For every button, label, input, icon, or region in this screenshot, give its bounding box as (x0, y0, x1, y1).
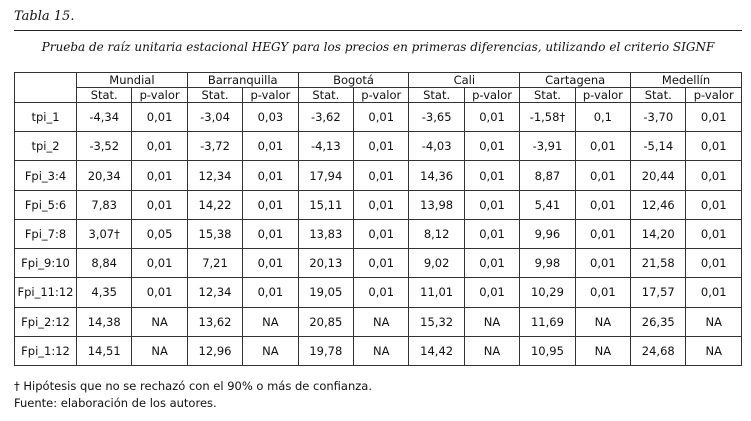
pvalue-cell: 0,01 (464, 190, 519, 219)
pvalue-cell: 0,01 (575, 219, 630, 248)
stat-cell: 15,38 (187, 219, 242, 248)
stat-cell: -3,62 (298, 103, 353, 132)
stat-cell: 14,38 (77, 307, 132, 336)
table-row (15, 219, 742, 248)
stat-cell: -5,14 (631, 132, 686, 161)
stat-cell: 17,94 (298, 161, 353, 190)
row-label: Fpi_1:12 (15, 336, 77, 365)
city-header: Bogotá (298, 73, 409, 88)
pvalue-cell: NA (354, 336, 409, 365)
pvalue-cell: 0,01 (464, 103, 519, 132)
pvalue-cell: 0,01 (354, 190, 409, 219)
stat-cell: 26,35 (631, 307, 686, 336)
stat-cell: 14,20 (631, 219, 686, 248)
pvalue-header: p-valor (575, 88, 630, 103)
stat-header: Stat. (298, 88, 353, 103)
city-header: Mundial (77, 73, 188, 88)
stat-cell: 14,22 (187, 190, 242, 219)
pvalue-cell: 0,01 (575, 190, 630, 219)
table-row (15, 103, 742, 132)
pvalue-cell: NA (243, 336, 298, 365)
table-row (15, 336, 742, 365)
stat-cell: 24,68 (631, 336, 686, 365)
pvalue-cell: 0,01 (243, 249, 298, 278)
table-row (15, 190, 742, 219)
row-label: Fpi_7:8 (15, 219, 77, 248)
stat-cell: 12,34 (187, 278, 242, 307)
stat-cell: -3,91 (520, 132, 575, 161)
stat-cell: 19,05 (298, 278, 353, 307)
pvalue-cell: 0,01 (243, 219, 298, 248)
pvalue-cell: NA (686, 336, 742, 365)
city-header: Medellín (631, 73, 742, 88)
pvalue-cell: 0,01 (686, 249, 742, 278)
pvalue-header: p-valor (354, 88, 409, 103)
city-header: Cartagena (520, 73, 631, 88)
pvalue-header: p-valor (464, 88, 519, 103)
table-label: Tabla 15. (14, 9, 75, 24)
stat-cell: 14,42 (409, 336, 464, 365)
pvalue-cell: NA (575, 336, 630, 365)
row-label: tpi_2 (15, 132, 77, 161)
city-header-row (15, 73, 742, 88)
stat-cell: 8,87 (520, 161, 575, 190)
stat-cell: 15,32 (409, 307, 464, 336)
footnote-dagger: † Hipótesis que no se rechazó con el 90% o más de confianza. (14, 379, 372, 393)
stat-cell: -4,34 (77, 103, 132, 132)
stat-cell: 13,98 (409, 190, 464, 219)
pvalue-cell: NA (575, 307, 630, 336)
pvalue-cell: 0,01 (464, 161, 519, 190)
stat-cell: 15,11 (298, 190, 353, 219)
pvalue-cell: 0,01 (132, 161, 187, 190)
stat-cell: 10,95 (520, 336, 575, 365)
stat-cell: 7,83 (77, 190, 132, 219)
stat-header: Stat. (187, 88, 242, 103)
stat-cell: 11,01 (409, 278, 464, 307)
pvalue-cell: 0,1 (575, 103, 630, 132)
stat-cell: 11,69 (520, 307, 575, 336)
pvalue-cell: 0,01 (575, 249, 630, 278)
stat-header-row (15, 88, 742, 103)
row-label: Fpi_11:12 (15, 278, 77, 307)
row-label: Fpi_3:4 (15, 161, 77, 190)
stat-header: Stat. (77, 88, 132, 103)
table-caption: Prueba de raíz unitaria estacional HEGY para los precios en primeras diferencias, utilizando el criterio SIGNF (41, 40, 715, 54)
pvalue-cell: 0,01 (132, 103, 187, 132)
pvalue-cell: 0,01 (686, 219, 742, 248)
table-row (15, 278, 742, 307)
hegy-results-table (14, 72, 742, 366)
table-row (15, 307, 742, 336)
city-header: Cali (409, 73, 520, 88)
stat-cell: 21,58 (631, 249, 686, 278)
stat-cell: -3,72 (187, 132, 242, 161)
pvalue-header: p-valor (132, 88, 187, 103)
table-row (15, 249, 742, 278)
stat-cell: -1,58† (520, 103, 575, 132)
stat-cell: 9,02 (409, 249, 464, 278)
stat-cell: -3,04 (187, 103, 242, 132)
row-label: Fpi_2:12 (15, 307, 77, 336)
pvalue-cell: 0,01 (243, 278, 298, 307)
pvalue-cell: 0,01 (243, 190, 298, 219)
pvalue-cell: 0,01 (464, 132, 519, 161)
pvalue-cell: 0,01 (243, 161, 298, 190)
stat-cell: 20,34 (77, 161, 132, 190)
pvalue-cell: 0,01 (686, 161, 742, 190)
pvalue-cell: NA (464, 336, 519, 365)
pvalue-cell: 0,01 (575, 278, 630, 307)
stat-cell: 10,29 (520, 278, 575, 307)
stat-cell: 7,21 (187, 249, 242, 278)
stat-cell: -3,65 (409, 103, 464, 132)
pvalue-cell: 0,05 (132, 219, 187, 248)
stat-cell: -4,03 (409, 132, 464, 161)
pvalue-cell: 0,01 (686, 103, 742, 132)
pvalue-cell: 0,01 (464, 219, 519, 248)
row-label: Fpi_5:6 (15, 190, 77, 219)
pvalue-cell: 0,01 (243, 132, 298, 161)
stat-cell: 20,44 (631, 161, 686, 190)
pvalue-header: p-valor (243, 88, 298, 103)
pvalue-cell: NA (464, 307, 519, 336)
pvalue-cell: 0,01 (132, 132, 187, 161)
pvalue-cell: NA (243, 307, 298, 336)
stat-cell: 19,78 (298, 336, 353, 365)
stat-cell: 12,96 (187, 336, 242, 365)
table-row (15, 161, 742, 190)
corner-cell (15, 73, 77, 103)
top-rule (14, 30, 742, 31)
pvalue-header: p-valor (686, 88, 742, 103)
pvalue-cell: 0,03 (243, 103, 298, 132)
pvalue-cell: 0,01 (354, 103, 409, 132)
stat-cell: 8,84 (77, 249, 132, 278)
pvalue-cell: 0,01 (354, 219, 409, 248)
pvalue-cell: 0,01 (132, 190, 187, 219)
stat-cell: 17,57 (631, 278, 686, 307)
stat-cell: 9,98 (520, 249, 575, 278)
stat-cell: 5,41 (520, 190, 575, 219)
pvalue-cell: 0,01 (575, 161, 630, 190)
pvalue-cell: 0,01 (686, 190, 742, 219)
stat-cell: -4,13 (298, 132, 353, 161)
stat-cell: 20,13 (298, 249, 353, 278)
pvalue-cell: 0,01 (354, 278, 409, 307)
stat-cell: 14,36 (409, 161, 464, 190)
pvalue-cell: 0,01 (354, 249, 409, 278)
stat-cell: 13,83 (298, 219, 353, 248)
pvalue-cell: 0,01 (354, 132, 409, 161)
pvalue-cell: 0,01 (686, 132, 742, 161)
pvalue-cell: 0,01 (575, 132, 630, 161)
pvalue-cell: 0,01 (464, 278, 519, 307)
city-header: Barranquilla (187, 73, 298, 88)
stat-cell: 14,51 (77, 336, 132, 365)
stat-cell: 4,35 (77, 278, 132, 307)
pvalue-cell: NA (132, 307, 187, 336)
stat-cell: 13,62 (187, 307, 242, 336)
stat-cell: -3,52 (77, 132, 132, 161)
pvalue-cell: 0,01 (464, 249, 519, 278)
footnote-source: Fuente: elaboración de los autores. (14, 396, 217, 410)
pvalue-cell: NA (686, 307, 742, 336)
stat-cell: 12,46 (631, 190, 686, 219)
stat-cell: 20,85 (298, 307, 353, 336)
pvalue-cell: NA (132, 336, 187, 365)
stat-header: Stat. (631, 88, 686, 103)
row-label: tpi_1 (15, 103, 77, 132)
stat-cell: 3,07† (77, 219, 132, 248)
pvalue-cell: 0,01 (686, 278, 742, 307)
stat-cell: -3,70 (631, 103, 686, 132)
stat-cell: 12,34 (187, 161, 242, 190)
pvalue-cell: NA (354, 307, 409, 336)
footnotes (14, 378, 372, 412)
stat-cell: 8,12 (409, 219, 464, 248)
pvalue-cell: 0,01 (132, 249, 187, 278)
pvalue-cell: 0,01 (354, 161, 409, 190)
row-label: Fpi_9:10 (15, 249, 77, 278)
stat-header: Stat. (409, 88, 464, 103)
table-row (15, 132, 742, 161)
stat-cell: 9,96 (520, 219, 575, 248)
stat-header: Stat. (520, 88, 575, 103)
pvalue-cell: 0,01 (132, 278, 187, 307)
